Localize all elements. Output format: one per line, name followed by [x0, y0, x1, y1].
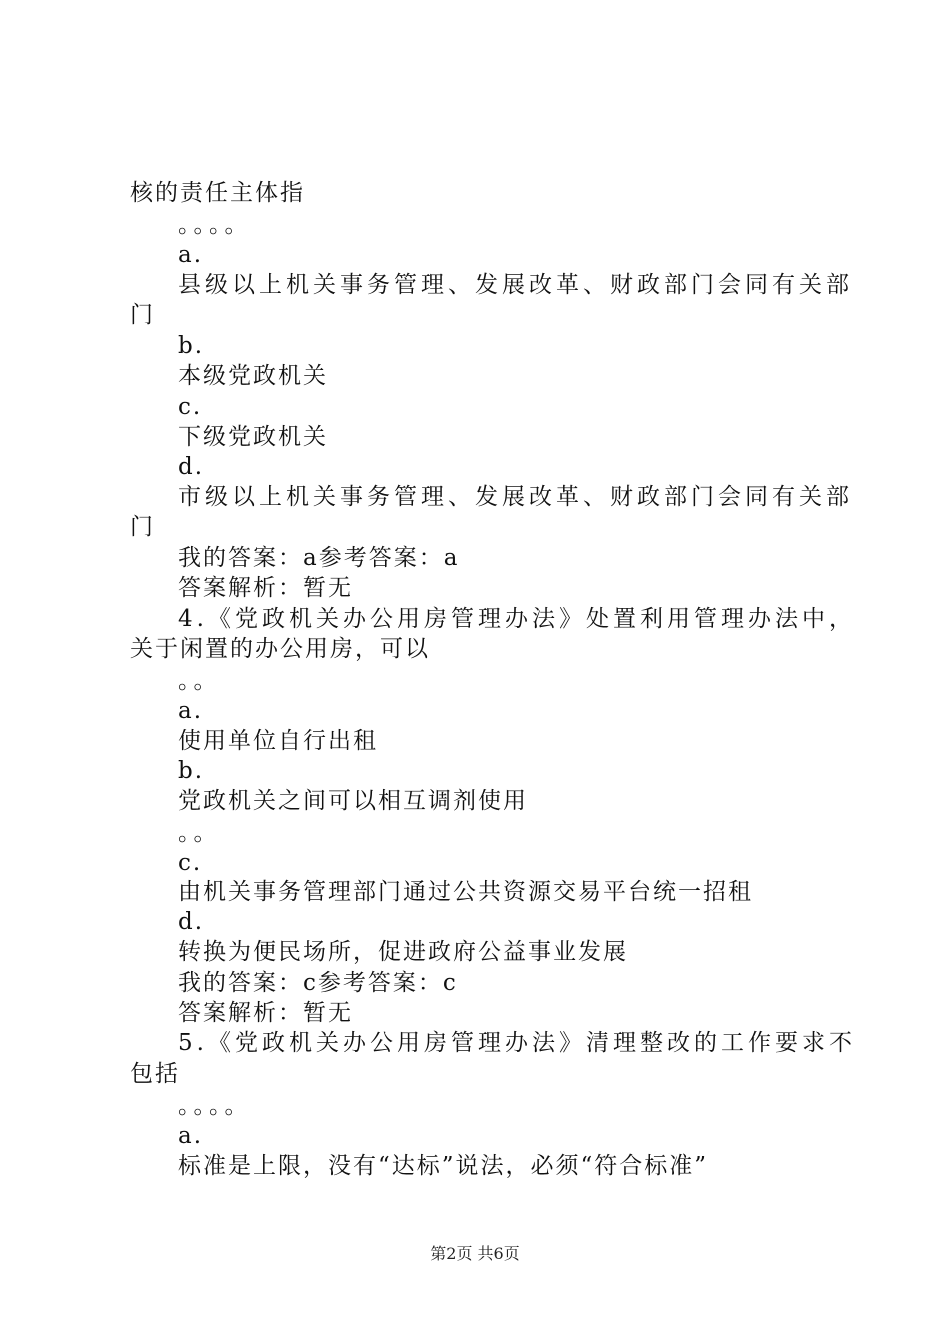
option-label: b.: [178, 333, 205, 359]
text-line: 本级党政机关: [178, 363, 328, 389]
option-label: c.: [178, 850, 203, 876]
text-line: 使用单位自行出租: [178, 728, 378, 754]
question-line: 5.《党政机关办公用房管理办法》清理整改的工作要求不: [178, 1030, 856, 1056]
option-label: d.: [178, 454, 205, 480]
page-footer: 第2页 共6页: [430, 1244, 520, 1263]
text-line: 转换为便民场所，促进政府公益事业发展: [178, 939, 628, 965]
text-line: 核的责任主体指: [130, 180, 305, 206]
option-label: a.: [178, 698, 204, 724]
option-label: a.: [178, 1123, 204, 1149]
answer-line: 我的答案：a参考答案：a: [178, 545, 460, 571]
text-line: 门: [130, 302, 155, 328]
text-line: 下级党政机关: [178, 424, 328, 450]
option-label: b.: [178, 758, 205, 784]
option-label: d.: [178, 909, 205, 935]
text-line: 标准是上限，没有“达标”说法，必须“符合标准”: [178, 1153, 709, 1179]
text-line: 党政机关之间可以相互调剂使用: [178, 788, 528, 814]
text-line: 。。。。: [178, 1093, 252, 1119]
question-line: 4.《党政机关办公用房管理办法》处置利用管理办法中，: [178, 606, 856, 632]
explanation-line: 答案解析：暂无: [178, 1000, 353, 1026]
text-line: 市级以上机关事务管理、发展改革、财政部门会同有关部: [178, 484, 853, 510]
option-label: c.: [178, 394, 203, 420]
text-line: 由机关事务管理部门通过公共资源交易平台统一招租: [178, 879, 753, 905]
text-line: 门: [130, 514, 155, 540]
answer-line: 我的答案：c参考答案：c: [178, 970, 458, 996]
text-line: 包括: [130, 1061, 180, 1087]
text-line: 。。。。: [178, 212, 252, 238]
text-line: 关于闲置的办公用房，可以: [130, 636, 430, 662]
text-line: 县级以上机关事务管理、发展改革、财政部门会同有关部: [178, 272, 853, 298]
option-label: a.: [178, 242, 204, 268]
text-line: 。。: [178, 668, 221, 694]
text-line: 。。: [178, 820, 221, 846]
explanation-line: 答案解析：暂无: [178, 575, 353, 601]
